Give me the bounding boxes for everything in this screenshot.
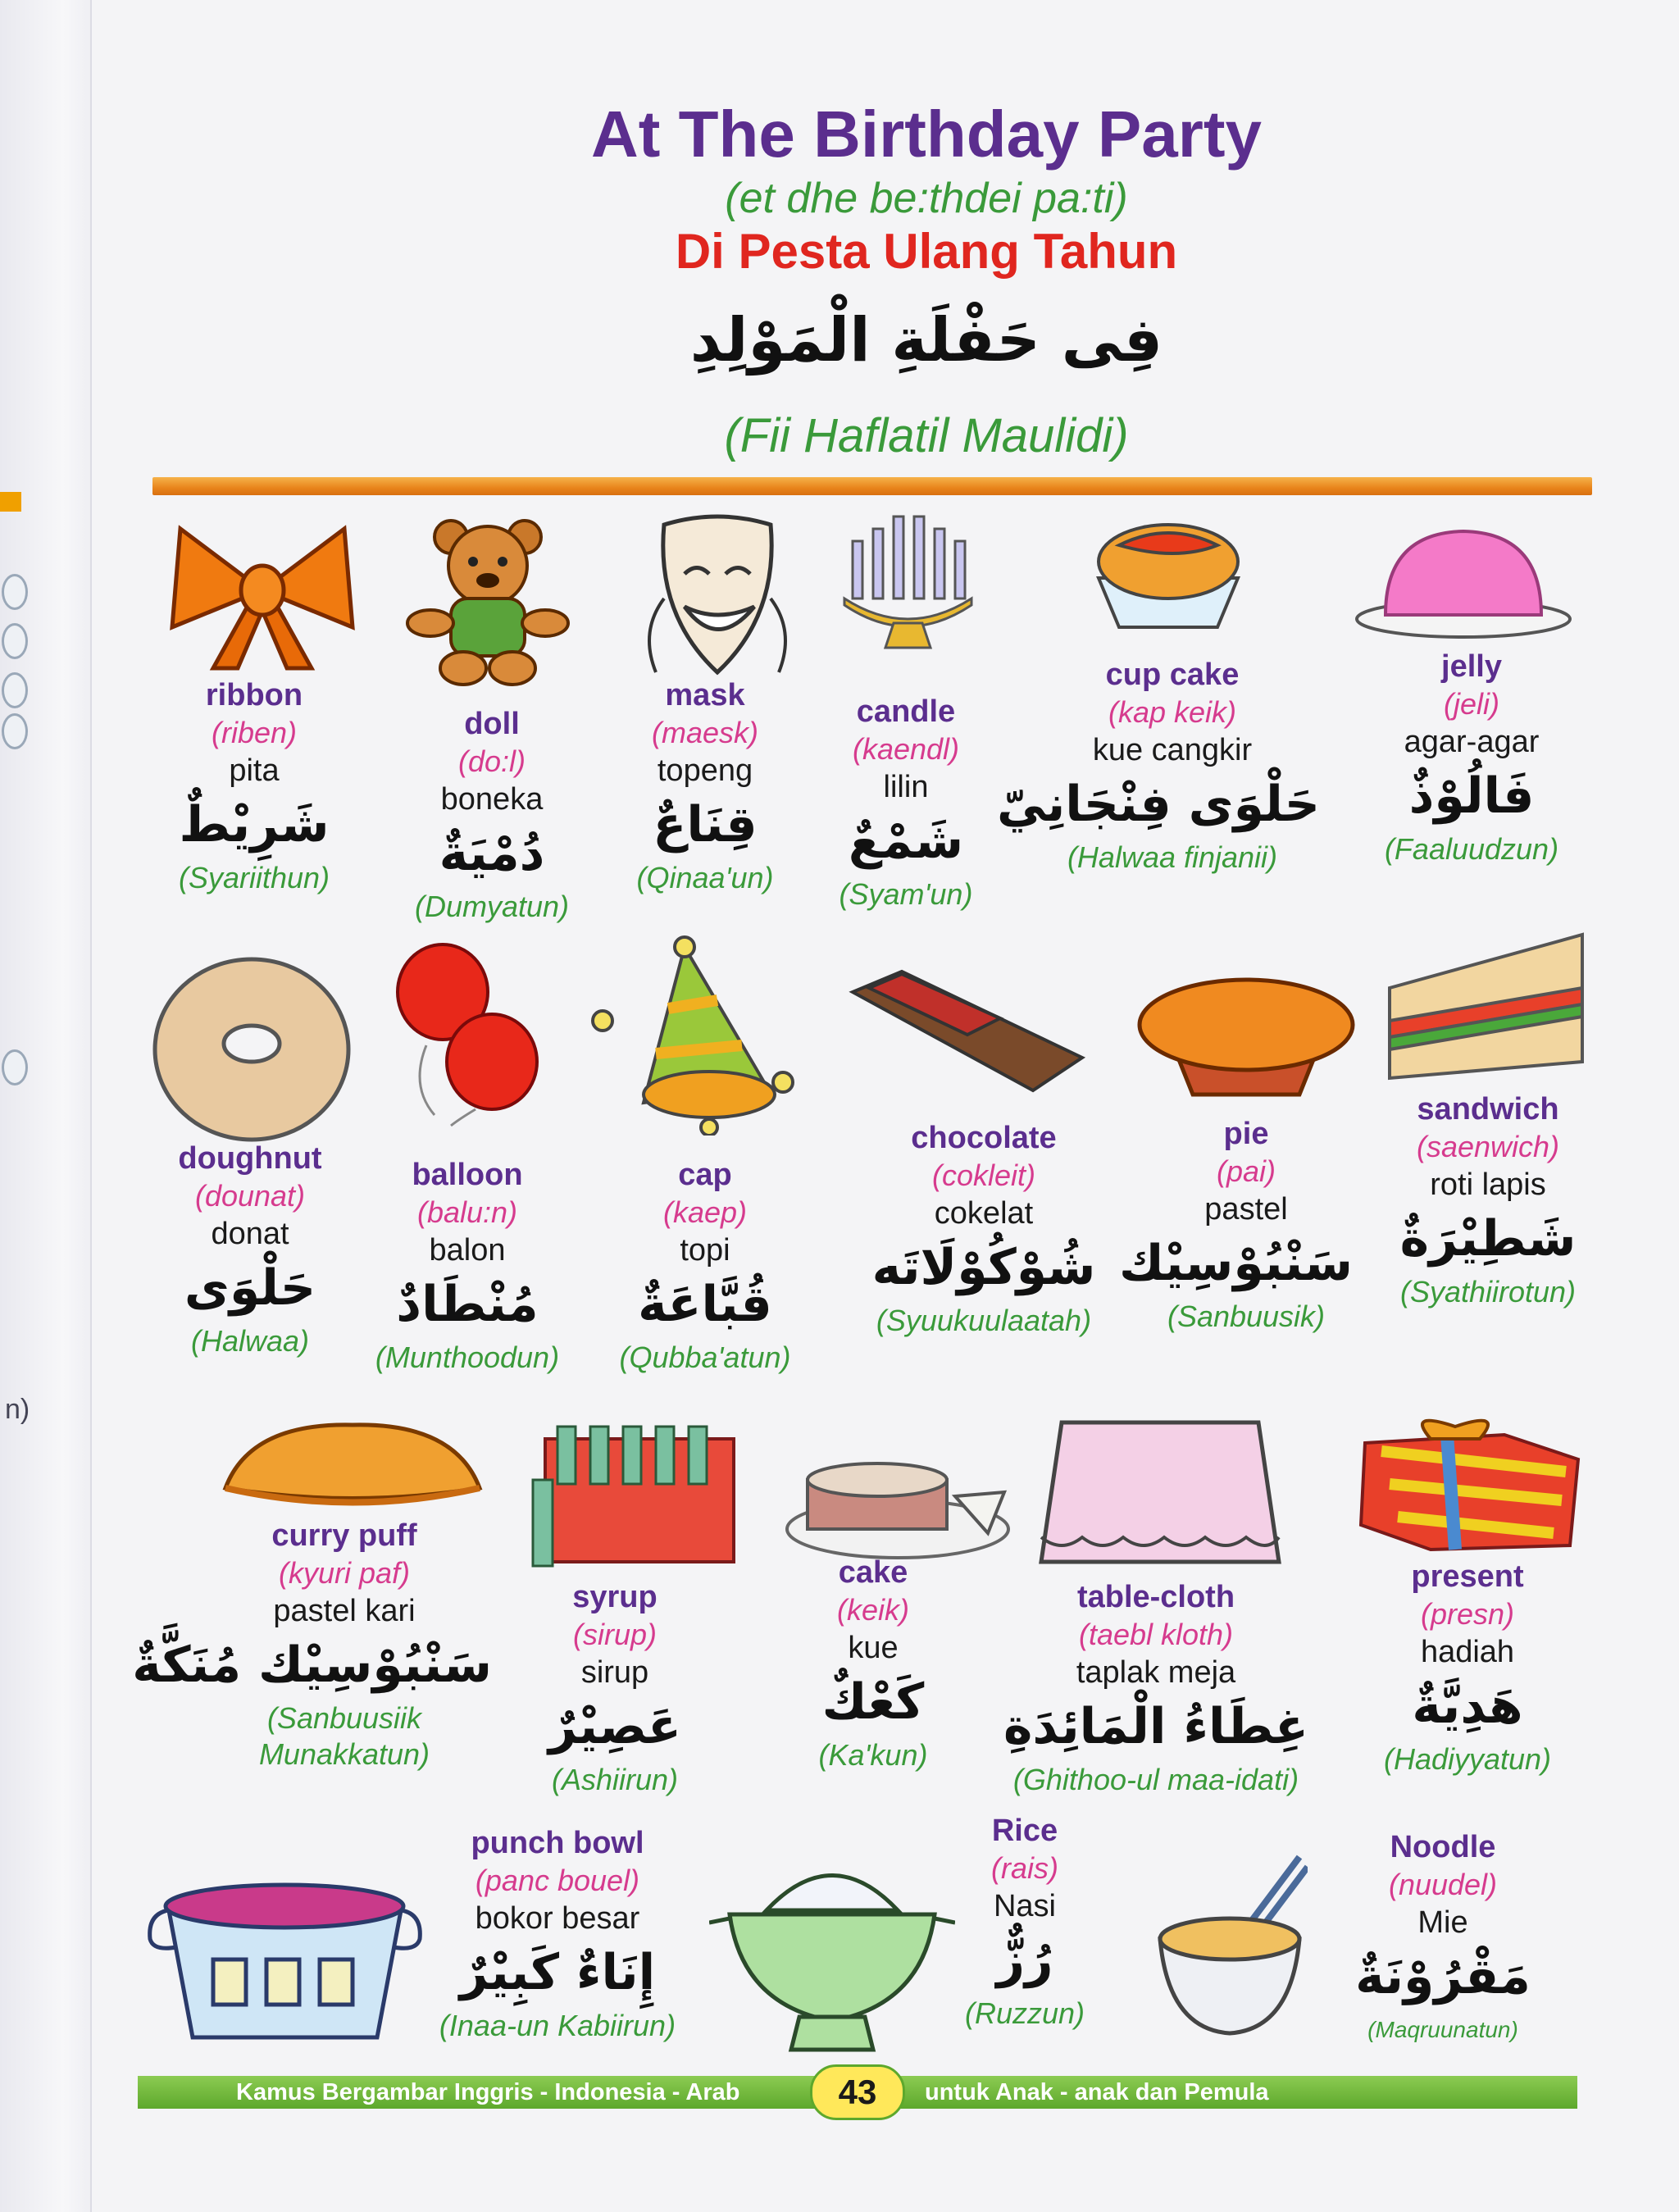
item-candle (812, 693, 1000, 913)
item-english: pie (1223, 1117, 1269, 1151)
cake-image (783, 1447, 1012, 1562)
item-indonesian: Mie (1417, 1905, 1468, 1940)
title-transliteration: (Fii Haflatil Maulidi) (724, 409, 1129, 462)
item-rice (935, 1812, 1115, 2032)
item-indonesian: roti lapis (1430, 1167, 1546, 1202)
footer-left-text: Kamus Bergambar Inggris - Indonesia - Arab (236, 2079, 740, 2105)
item-english: doughnut (178, 1141, 322, 1176)
present-image (1357, 1410, 1582, 1554)
item-arabic: سَنْبُوْسِيْك مُنَكَّةٌ (132, 1636, 492, 1694)
item-pronunciation: (riben) (211, 716, 298, 749)
item-doll (385, 705, 598, 925)
item-indonesian: pastel (1204, 1192, 1288, 1227)
item-transliteration: (Syuukuulaatah) (876, 1304, 1092, 1337)
item-indonesian: lilin (883, 770, 929, 804)
page-title: At The Birthday Party (591, 98, 1262, 171)
item-arabic: مُنْطَادٌ (396, 1276, 539, 1333)
item-pronunciation: (keik) (837, 1593, 909, 1627)
item-jelly (1353, 648, 1590, 867)
item-transliteration: (Syam'un) (839, 877, 973, 911)
item-transliteration: (Ashiirun) (551, 1763, 679, 1796)
item-indonesian: agar-agar (1404, 725, 1540, 759)
item-pronunciation: (pai) (1216, 1154, 1276, 1188)
item-arabic: غِطَاءُ الْمَائِدَةِ (1003, 1698, 1308, 1755)
item-indonesian: taplak meja (1076, 1655, 1236, 1690)
item-english: cup cake (1105, 658, 1240, 692)
item-transliteration: (Halwaa finjanii) (1067, 840, 1278, 874)
item-indonesian: topi (680, 1233, 730, 1268)
page-number: 43 (810, 2064, 905, 2120)
item-pronunciation: (dounat) (194, 1179, 306, 1213)
mask-image (639, 508, 795, 685)
candle-image (836, 508, 980, 652)
left-page-edge (0, 0, 92, 2212)
item-english: punch bowl (471, 1826, 644, 1860)
item-pronunciation: (kyuri paf) (278, 1556, 411, 1590)
item-arabic: سَنْبُوْسِيْك (1119, 1235, 1353, 1292)
item-pronunciation: (nuudel) (1388, 1868, 1498, 1901)
item-pronunciation: (sirup) (572, 1618, 657, 1651)
item-transliteration: (Dumyatun) (414, 890, 570, 923)
item-arabic: فَالُوْذٌ (1408, 767, 1535, 825)
item-indonesian: bokor besar (475, 1901, 640, 1936)
item-arabic: شَرِيْطٌ (179, 796, 330, 853)
item-arabic: رُزٌّ (996, 1932, 1053, 1989)
cup-cake-image (1086, 512, 1250, 635)
item-curry-puff (132, 1517, 492, 1773)
item-pronunciation: (panc bouel) (475, 1864, 640, 1897)
table-cloth-image (1037, 1414, 1283, 1570)
item-noodle (1320, 1828, 1566, 2048)
rice-bowl-image (709, 1849, 955, 2058)
item-arabic: مَقْرُوْنَةٌ (1355, 1948, 1531, 2005)
item-syrup (525, 1578, 705, 1798)
item-transliteration: (Inaa-un Kabiirun) (439, 2009, 676, 2042)
ribbon-image (164, 512, 361, 672)
item-chocolate (828, 1119, 1140, 1339)
item-mask (607, 676, 803, 896)
item-indonesian: pita (229, 753, 280, 788)
item-pronunciation: (presn) (1420, 1597, 1515, 1631)
orange-tab (0, 492, 21, 512)
item-english: table-cloth (1076, 1580, 1235, 1614)
item-cap (590, 1156, 820, 1376)
item-english: doll (464, 707, 520, 741)
item-english: Noodle (1390, 1830, 1496, 1864)
page-curl-icon (2, 574, 28, 610)
balloon-image (385, 939, 541, 1127)
item-english: candle (856, 694, 956, 729)
item-transliteration: (Halwaa) (190, 1324, 310, 1358)
item-pronunciation: (maesk) (651, 716, 758, 749)
item-arabic: كَعْكٌ (821, 1673, 925, 1731)
item-transliteration: (Ghithoo-ul maa-idati) (1012, 1763, 1299, 1796)
item-arabic: حَلْوَى فِنْجَانِيّ (996, 776, 1320, 833)
item-arabic: عَصِيْرٌ (548, 1698, 681, 1755)
item-english: curry puff (271, 1518, 417, 1553)
item-english: Rice (991, 1814, 1058, 1848)
item-sandwich (1369, 1090, 1607, 1310)
item-doughnut (139, 1140, 361, 1359)
item-balloon (344, 1156, 590, 1376)
item-english: jelly (1441, 649, 1502, 684)
item-transliteration: (Maqruunatun) (1367, 2017, 1518, 2042)
page-curl-icon (2, 672, 28, 708)
item-arabic: قِنَاعٌ (653, 796, 758, 853)
syrup-bottles-image (529, 1422, 742, 1570)
item-cake (787, 1554, 959, 1773)
item-pronunciation: (do:l) (457, 744, 526, 778)
item-indonesian: topeng (657, 753, 753, 788)
item-arabic: إِنَاءٌ كَبِيْرٌ (459, 1944, 656, 2001)
item-arabic: دُمْيَةٌ (439, 825, 545, 882)
item-english: ribbon (205, 678, 303, 712)
item-pie (1119, 1115, 1353, 1335)
item-indonesian: balon (429, 1233, 506, 1268)
page-curl-icon (2, 623, 28, 659)
item-pronunciation: (cokleit) (931, 1158, 1036, 1192)
item-pronunciation: (kap keik) (1108, 695, 1237, 729)
item-transliteration: (Sanbuusiik Munakkatun) (258, 1701, 430, 1771)
page-curl-icon (2, 1049, 28, 1086)
item-present (1353, 1558, 1582, 1777)
item-pronunciation: (saenwich) (1416, 1130, 1560, 1163)
page-curl-icon (2, 713, 28, 749)
title-pronunciation: (et dhe be:thdei pa:ti) (725, 175, 1128, 222)
item-arabic: هَدِيَّةٌ (1412, 1677, 1523, 1735)
item-ribbon (148, 676, 361, 896)
item-table-cloth (967, 1578, 1345, 1798)
item-english: cap (678, 1158, 732, 1192)
item-transliteration: (Faaluudzun) (1384, 832, 1559, 866)
item-indonesian: kue cangkir (1092, 733, 1253, 767)
title-arabic: فِى حَفْلَةِ الْمَوْلِدِ (689, 305, 1163, 375)
item-indonesian: donat (211, 1217, 289, 1251)
item-arabic: شُوْكُوْلَاتَه (871, 1239, 1096, 1296)
item-pronunciation: (taebl kloth) (1078, 1618, 1234, 1651)
item-english: mask (665, 678, 745, 712)
item-english: syrup (572, 1580, 657, 1614)
item-pronunciation: (kaep) (662, 1195, 748, 1229)
jelly-image (1353, 525, 1574, 639)
item-indonesian: kue (848, 1631, 899, 1665)
punch-bowl-image (143, 1873, 426, 2058)
item-transliteration: (Ruzzun) (964, 1996, 1085, 2030)
chocolate-image (844, 967, 1090, 1099)
item-pronunciation: (rais) (991, 1851, 1058, 1885)
item-transliteration: (Munthoodun) (375, 1340, 560, 1374)
item-english: chocolate (911, 1121, 1057, 1155)
item-transliteration: (Hadiyyatun) (1383, 1742, 1552, 1776)
item-english: balloon (412, 1158, 523, 1192)
teddy-bear-doll-image (406, 517, 570, 689)
item-cup-cake (996, 656, 1320, 876)
item-arabic: حَلْوَى (184, 1259, 316, 1317)
item-transliteration: (Qubba'atun) (619, 1340, 791, 1374)
item-indonesian: cokelat (934, 1196, 1034, 1231)
item-indonesian: boneka (440, 782, 544, 817)
item-pronunciation: (balu:n) (416, 1195, 518, 1229)
item-arabic: شَطِيْرَةٌ (1399, 1210, 1577, 1268)
title-indonesian: Di Pesta Ulang Tahun (675, 224, 1178, 279)
item-transliteration: (Syariithun) (178, 861, 330, 894)
item-english: cake (838, 1555, 908, 1590)
pie-image (1135, 967, 1357, 1103)
item-arabic: شَمْعٌ (848, 812, 964, 870)
orange-divider (152, 477, 1592, 495)
noodle-bowl-image (1152, 1849, 1308, 2037)
item-pronunciation: (jeli) (1444, 687, 1499, 721)
sandwich-image (1386, 931, 1586, 1086)
item-punch-bowl (402, 1824, 713, 2044)
item-transliteration: (Syathiirotun) (1399, 1275, 1577, 1309)
curry-puff-image (217, 1418, 488, 1509)
edge-text: n) (5, 1394, 30, 1425)
doughnut-image (152, 955, 353, 1144)
item-transliteration: (Sanbuusik) (1167, 1299, 1326, 1333)
item-english: sandwich (1417, 1092, 1559, 1126)
item-indonesian: sirup (580, 1655, 649, 1690)
item-arabic: قُبَّاعَةٌ (638, 1276, 772, 1333)
footer-bar (138, 2073, 1577, 2111)
item-pronunciation: (kaendl) (852, 732, 960, 766)
item-transliteration: (Qinaa'un) (636, 861, 774, 894)
item-indonesian: Nasi (993, 1889, 1057, 1923)
item-english: present (1411, 1559, 1524, 1594)
footer-right-text: untuk Anak - anak dan Pemula (925, 2079, 1269, 2105)
party-cap-image (586, 931, 799, 1136)
item-transliteration: (Ka'kun) (818, 1738, 928, 1772)
item-indonesian: pastel kari (273, 1594, 416, 1628)
item-indonesian: hadiah (1420, 1635, 1515, 1669)
